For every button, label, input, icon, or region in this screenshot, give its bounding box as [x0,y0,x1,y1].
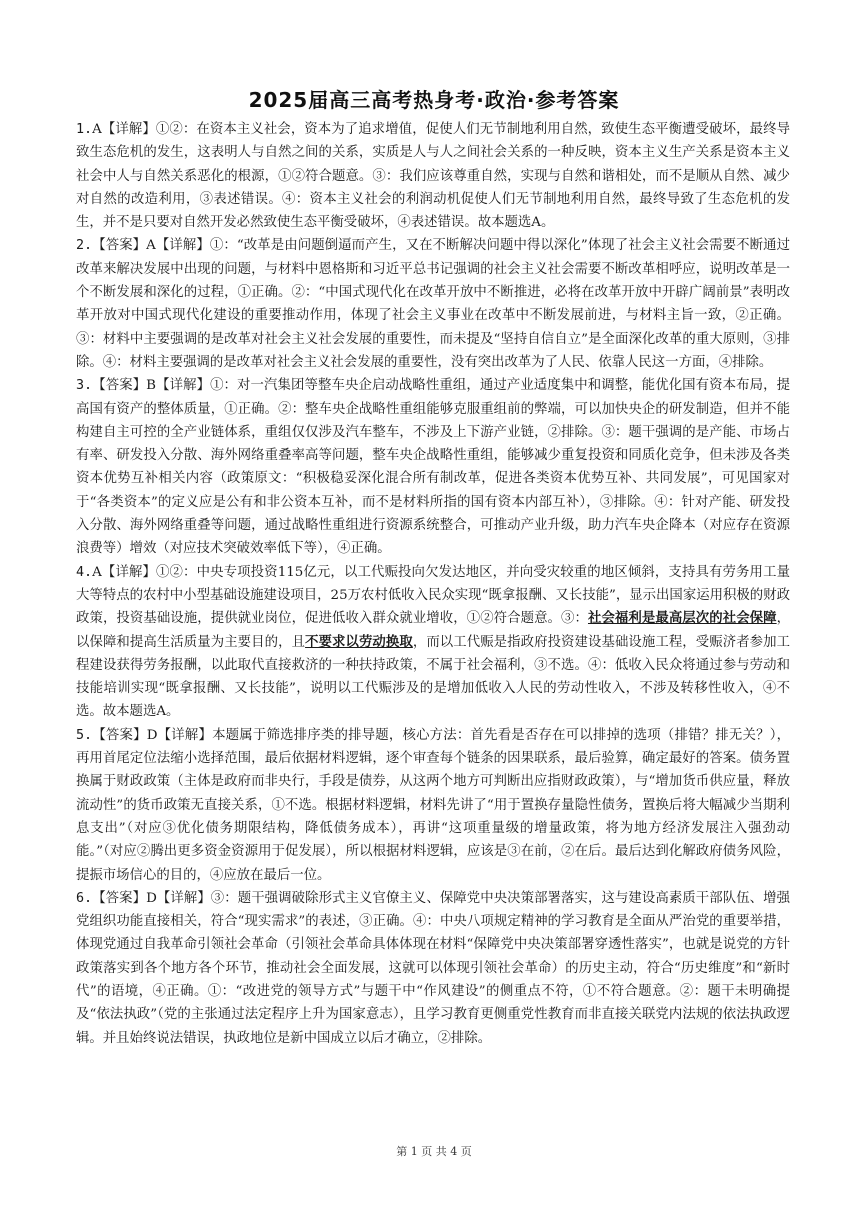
answer-item-1 [76,118,790,234]
answer-text: 【答案】B【详解】①：对一汽集团等整车央企启动战略性重组，通过产业适度集中和调整，能优化国有资本布局，提高国有资产的整体质量，①正确。②：整车央企战略性重组能够克服重组前的弊端，可以加快央企的研发制造，但并不能构建自主可控的全产业链体系，重组仅仅涉及汽车整车，不涉及上下游产业链，②排除。③：题干强调的是产能、市场占有率、研发投入分散、海外网络重叠率高等问题，整车央企战略性重组，能够减少重复投资和同质化竞争，但未涉及各类资本优势互补相关内容（政策原文：“积极稳妥深化混合所有制改革，促进各类资本优势互补、共同发展”，可见国家对于“各类资本”的定义应是公有和非公资本互补，而不是材料所指的国有资本内部互补），③排除。④：针对产能、研发投入分散、海外网络重叠等问题，通过战略性重组进行资源系统整合，可推动产业升级，助力汽车央企降本（对应存在资源浪费等）增效（对应技术突破效率低下等），④正确。 [76,378,790,557]
underlined-emphasis: 不要求以劳动换取 [305,633,413,650]
answer-text: 【答案】D【详解】③：题干强调破除形式主义官僚主义、保障党中央决策部署落实，这与建设高素质干部队伍、增强党组织功能直接相关，符合“现实需求”的表述，③正确。④：中央八项规定精神的学习教育是全面从严治党的重要举措，体现党通过自我革命引领社会革命（引领社会革命具体体现在材料“保障党中央决策部署穿透性落实”，也就是说党的方针政策落实到各个地方各个环节，推动社会全面发展，这就可以体现引领社会革命）的历史主动，符合“历史维度”和“新时代”的语境，④正确。①：“改进党的领导方式”与题干中“作风建设”的侧重点不符，①不符合题意。②：题干未明确提及“依法执政”（党的主张通过法定程序上升为国家意志），且学习教育更侧重党性教育而非直接关联党内法规的依法执政逻辑。并且始终说法错误，执政地位是新中国成立以后才确立，②排除。 [76,890,790,1046]
answer-item-2 [76,234,790,374]
answer-text: ，而以工代赈是指政府投资建设基础设施工程，受赈济者参加工程建设获得劳务报酬，以此取代直接救济的一种扶持政策，不属于社会福利，③不选。④：低收入民众将通过参与劳动和技能培训实现“既拿报酬、又长技能”，说明以工代赈涉及的是增加低收入人民的劳动性收入，不涉及转移性收入，④不选。故本题选A。 [76,634,791,720]
answer-item-3 [76,374,790,560]
answer-number: 6. [76,890,93,906]
answer-text: 【答案】D【详解】本题属于筛选排序类的排导题，核心方法：首先看是否存在可以排掉的选项（排错？排无关？），再用首尾定位法缩小选择范围，最后依据材料逻辑，逐个审查每个链条的因果联系，最后验算，确定最好的答案。债务置换属于财政政策（主体是政府而非央行，手段是债券，从这两个地方可判断出应指财政政策），与“增加货币供应量，释放流动性”的货币政策无直接关系，①不选。根据材料逻辑，材料先讲了“用于置换存量隐性债务，置换后将大幅减少当期利息支出”（对应③优化债务期限结构，降低债务成本），再讲“这项重量级的增量政策，将为地方经济发展注入强劲动能。”（对应②腾出更多资金资源用于促发展），所以根据材料逻辑，应该是③在前，②在后。最后达到化解政府债务风险，提振市场信心的目的，④应放在最后一位。 [76,727,790,883]
answer-number: 1. [76,122,93,137]
underlined-emphasis: 社会福利是最高层次的社会保障 [587,610,777,627]
page-title: 2025届高三高考热身考·政治·参考答案 [248,88,620,112]
answer-item-6 [76,887,790,1050]
answer-text: A【详解】①②：在资本主义社会，资本为了追求增值，促使人们无节制地利用自然，致使生态平衡遭受破坏，最终导致生态危机的发生，这表明人与自然之间的关系，实质是人与人之间社会关系的一种反映，资本主义生产关系是资本主义社会中人与自然关系恶化的根源，①②符合题意。③：我们应该尊重自然，实现与自然和谐相处，而不是顺从自然、减少对自然的改造利用，③表述错误。④：资本主义社会的利润动机促使人们无节制地利用自然，最终导致了生态危机的发生，并不是只要对自然开发必然致使生态平衡受破坏，④表述错误。故本题选A。 [76,122,790,231]
answer-number: 3. [76,378,93,394]
answer-list [76,118,790,1050]
answer-text: A【详解】①②：中央专项投资115亿元，以工代赈投向欠发达地区，并向受灾较重的地区倾斜，支持具有劳务用工量大等特点的农村中小型基础设施建设项目，25万农村低收入民众实现“既拿报酬、又长技能”，显示出国家运用积极的财政政策，投资基础设施，提供就业岗位，促进低收入群众就业增收，①②符合题意。③： [76,564,790,627]
answer-text: 【答案】A【详解】①：“改革是由问题倒逼而产生，又在不断解决问题中得以深化”体现了社会主义社会需要不断通过改革来解决发展中出现的问题，与材料中恩格斯和习近平总书记强调的社会主义社会需要不断改革相呼应，说明改革是一个不断发展和深化的过程，①正确。②：“中国式现代化在改革开放中不断推进，必将在改革开放中开辟广阔前景”表明改革开放对中国式现代化建设的重要推动作用，体现了社会主义事业在改革中不断发展前进，与材料主旨一致，②正确。③：材料中主要强调的是改革对社会主义社会发展的重要性，而未提及“坚持自信自立”是全面深化改革的重大原则，③排除。④：材料主要强调的是改革对社会主义社会发展的重要性，没有突出改革为了人民、依靠人民这一方面，④排除。 [76,238,790,370]
answer-item-4 [76,561,790,724]
answer-number: 2. [76,238,93,254]
answer-number: 4. [76,564,93,580]
answer-number: 5. [76,727,93,743]
answer-item-5 [76,724,790,887]
page-footer: 第 1 页 共 4 页 [396,1145,472,1158]
answer-text: ，以保障和提高生活质量为主要目的，且 [76,611,790,650]
